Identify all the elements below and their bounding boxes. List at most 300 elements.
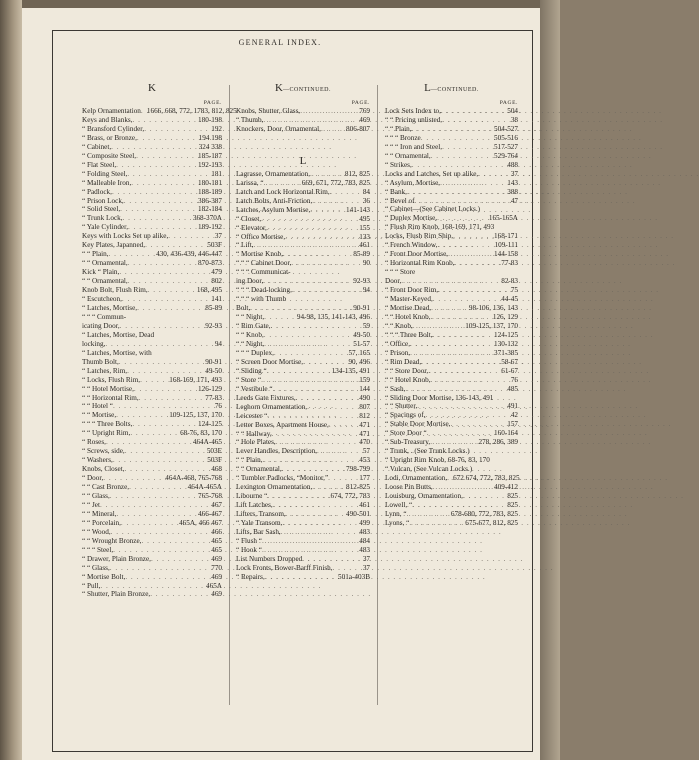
entry-page-numbers: 159 [359,375,370,384]
entry-term: “ Vestibule “ [236,384,273,393]
entry-page-numbers: 188-189 [198,187,222,196]
entry-term: ing Door, [236,277,264,286]
index-entry [82,590,222,599]
index-entry [385,116,518,125]
index-entry [82,564,222,573]
entry-page-numbers: 491 [507,402,518,411]
entry-term: Letter Boxes, Apartment House, [236,420,329,429]
entry-page-numbers: 469 [211,554,222,563]
entry-page-numbers: 37 [362,554,370,563]
entry-page-numbers: 90, 496 [348,357,370,366]
entry-term: Loose Pin Butts, [385,483,433,492]
index-entry [236,250,370,259]
leader-dots [412,125,492,134]
leader-dots [120,322,204,331]
entry-page-numbers: 109-125, 137, 170 [465,321,518,330]
leader-dots [132,420,196,429]
index-entry [236,573,370,582]
entry-term: Knobs, Shutter, Glass, [236,107,301,115]
index-entry [385,161,518,170]
leader-dots [264,179,300,188]
entry-term: “ Upright Rim Knob, 68-76, 83, 170 [385,456,490,465]
index-entry [236,421,370,430]
leader-dots [261,376,357,385]
entry-term: “ Master-Keyed, [385,295,433,304]
leader-dots [129,483,186,492]
index-entry [385,411,518,420]
leader-dots [274,349,347,358]
leader-dots [291,259,360,268]
index-entry [82,277,222,286]
leader-dots [410,340,492,349]
leader-dots [303,358,346,367]
entry-page-numbers: 185-187 [198,151,222,160]
index-entry [236,224,370,233]
entry-term: Keys and Blanks, [82,115,133,124]
leader-dots [141,107,145,116]
leader-dots [264,340,351,349]
leader-dots [144,125,209,134]
index-entry [82,367,222,376]
entry-page-numbers: 68-76, 83, 170 [180,429,222,438]
index-entry [385,358,518,367]
entry-term: “ Shutter, Plain Bronze, [82,590,151,599]
index-entry [236,286,370,295]
index-entry [385,367,518,376]
entry-term: “ “ “ Steel, [82,545,114,554]
entry-page-numbers: 124-125 [198,420,222,429]
entry-term: “ Mortise Knob, [236,250,283,259]
index-entry [236,349,370,358]
entry-term: “ Pull, [82,581,101,590]
index-entry [236,206,370,215]
index-entry [82,250,222,259]
index-entry [385,394,518,403]
entry-page-numbers: 483 [359,545,370,554]
page-column-label: PAGE. [499,100,518,106]
index-entry [236,394,370,403]
leader-dots [271,322,361,331]
entry-page-numbers: 92-93 [353,277,370,286]
leader-dots [421,134,492,143]
entry-term: “ Hook “ [236,545,262,554]
leader-dots [106,438,191,447]
index-entry [82,411,222,420]
entry-page-numbers: 38 [510,115,518,124]
leader-dots [264,313,295,322]
index-entry [385,179,518,188]
entry-term: “ “ Shutter, [385,402,418,411]
entry-page-numbers: 798-799 [346,465,370,474]
entry-term: “ “ “ Duplex, [236,348,274,357]
entry-term: “ Folding Steel, [82,169,128,178]
index-entry [82,179,222,188]
index-entry [385,232,518,241]
entry-term: Locks and Latches, Set up alike, [385,169,479,178]
index-entry [236,241,370,250]
entry-page-numbers: 469 [359,115,370,124]
entry-term: “ “ Knob, [385,321,413,330]
entry-term: “ Cabinet—(See Cabinet Locks.) [385,205,481,214]
leader-dots [131,179,196,188]
entry-term: “ Spacings of, [385,411,426,420]
leader-dots [276,438,357,447]
entry-term: “ “ “ Cabinet Door, [236,259,292,268]
leader-dots [117,510,197,519]
leader-dots [105,340,212,349]
index-entry [236,268,370,277]
entry-term: Libourne “ [236,492,268,501]
leader-dots [113,546,209,555]
entry-term: “ Strikes, [385,160,412,169]
index-entry [82,376,222,385]
index-entry [82,394,222,403]
entry-page-numbers: 501a-403B [338,572,370,581]
leader-dots [328,474,357,483]
entry-term: “ Yale Transom, [236,519,283,528]
entry-term: “ “ “ Three Bolt, [385,330,433,339]
entry-page-numbers: 109-125, 137, 170 [169,411,222,420]
index-entry [385,152,518,161]
leader-dots [267,492,328,501]
entry-term: Latch and Lock Horizontal Rim, [236,187,330,196]
entry-term: “ Solid Steel, [82,205,121,214]
index-entry [82,205,222,214]
entry-page-numbers: 85-89 [353,250,370,259]
entry-term: “ “ Plain, [385,124,412,133]
entry-term: “ French Window, [385,241,438,250]
index-entry [385,125,518,134]
entry-term: “ Trunk, . (See Trunk Locks.) [385,447,470,456]
index-entry [236,438,370,447]
index-entry [236,313,370,322]
leader-dots [267,412,357,421]
entry-page-numbers: 485 [507,384,518,393]
index-entry [236,430,370,439]
leader-dots [453,232,492,241]
entry-term: “ Cabinet, [82,142,112,151]
entry-term: “ “ Hotel “ [82,402,113,411]
entry-page-numbers: 386-387 [198,196,222,205]
entry-page-numbers: 278, 286, 389 [478,438,518,447]
entry-term: Leeds Gate Fixtures, [236,393,296,402]
index-entry [385,170,518,179]
leader-dots [113,402,213,411]
leader-dots [103,474,163,483]
entry-term: “ Store Door “ [385,429,427,438]
leader-dots [426,411,509,420]
leader-dots [450,420,505,429]
entry-term: “ “ Plain, [82,250,109,259]
index-entry [385,510,518,519]
leader-dots [151,555,209,564]
entry-page-numbers: 471 [359,429,370,438]
entry-page-numbers: 144 [359,384,370,393]
entry-term: “ Latches, Mortise, [82,303,138,312]
leader-dots [113,456,205,465]
entry-term: “ “ Ornamental, [236,465,282,474]
index-entry [236,403,370,412]
entry-term: “ Screws, side, [82,447,125,456]
entry-page-numbers: 192-193 [198,160,222,169]
leader-dots [127,170,209,179]
entry-term: “ Bransford Cylinder, [82,124,145,133]
entry-page-numbers: 126, 129 [492,312,518,321]
entry-page-numbers: 388 [507,187,518,196]
entry-term: Latches, Asylum Mortise, [236,205,311,214]
leader-dots [430,438,476,447]
index-entry [385,223,518,232]
entry-page-numbers: 168-169, 171, 493 [169,375,222,384]
entry-term: “ Roses, [82,438,106,447]
index-entry [82,241,222,250]
leader-dots [282,519,357,528]
leader-dots [119,358,203,367]
entry-page-numbers: 92-93 [205,321,222,330]
entry-term: “ Washers, [82,456,113,465]
index-entry [236,116,370,125]
entry-term: “ Office Mortise, [236,232,286,241]
index-entry [236,322,370,331]
entry-page-numbers: 94 [214,339,222,348]
index-entry [82,555,222,564]
entry-page-numbers: 465 [211,545,222,554]
leader-dots [250,304,351,313]
entry-term: “ Latches, Mortise, Dead [82,330,155,339]
index-entry [82,510,222,519]
leader-dots [263,456,358,465]
index-entry [385,304,518,313]
leader-dots [265,573,336,582]
entry-term: “ Sliding Door Mortise, 136-143, 491 [385,393,494,402]
entry-term: “ Elevator, [236,223,267,232]
entry-term: “ “ Mortise, [82,411,117,420]
entry-term: Kick “ Plain, [82,268,120,277]
leader-dots [140,376,167,385]
entry-page-numbers: 484 [359,536,370,545]
leader-dots [407,510,449,519]
entry-page-numbers: 182-184 [198,205,222,214]
entry-term: “ Flat Steel, [82,160,117,169]
entry-term: “ Office, [385,339,411,348]
leader-dots [136,152,196,161]
index-entry [385,322,518,331]
entry-page-numbers: 1666, 668, 772, 1783, 812, 825 [146,107,237,115]
entry-page-numbers: 503F [207,456,222,465]
index-entry [385,376,518,385]
index-entry [385,438,518,447]
entry-page-numbers: 76 [214,402,222,411]
entry-page-numbers: 517-527 [494,142,518,151]
section-heading: L—CONTINUED. [424,82,479,94]
index-entry [385,143,518,152]
entry-page-numbers: 483 [359,527,370,536]
index-entry [236,501,370,510]
index-entry [236,492,370,501]
index-entry [385,197,518,206]
index-entry [236,465,370,474]
entry-page-numbers: 189-192 [198,223,222,232]
entry-term: “ “ Ornamental, [82,277,128,286]
index-entry [236,510,370,519]
index-entry [82,501,222,510]
leader-dots [413,322,464,331]
entry-term: Latch Bolts, Anti-Friction, [236,196,313,205]
index-entry [82,214,222,223]
entry-page-numbers: 468 [211,465,222,474]
index-entry [236,564,370,573]
entry-page-numbers: 470 [359,438,370,447]
entry-page-numbers: 464A-465A [187,483,222,492]
entry-term: “ Duplex Mortise, [385,214,438,223]
leader-dots [302,555,361,564]
entry-page-numbers: 409-412 [494,483,518,492]
leader-dots [412,161,505,170]
entry-page-numbers: 324 338 [198,142,222,151]
entry-term: “ Hole Plates, [236,438,276,447]
entry-page-numbers: 769 [359,107,370,115]
entry-term: “ Mortise Dead, [385,303,432,312]
leader-dots [431,304,467,313]
entry-page-numbers: 194 198 [198,133,222,142]
leader-dots [431,376,509,385]
entry-page-numbers: 870-873 [198,259,222,268]
page-gutter [0,0,22,760]
entry-term: Louisburg, Ornamentation, [385,491,463,500]
leader-dots [134,385,196,394]
index-column-l-continued [385,82,518,528]
entry-term: Lynn, “ [385,509,407,518]
entry-term: “ Front Door Rim, [385,286,439,295]
index-entry [236,385,370,394]
leader-dots [317,447,361,456]
entry-page-numbers: 802 [211,277,222,286]
leader-dots [150,590,209,599]
entry-term: “ Horizontal Rim Knob, [385,259,455,268]
index-entry [236,107,370,116]
index-entry [385,277,518,286]
index-entry [236,259,370,268]
leader-dots [437,214,487,223]
entry-page-numbers: 57 [362,447,370,456]
leader-dots [137,134,197,143]
leader-dots [307,403,357,412]
entry-page-numbers: 464A-468, 765-768 [165,474,222,483]
entry-term: locking, [82,339,106,348]
entry-page-numbers: 57, 165 [348,348,370,357]
leader-dots [148,286,195,295]
entry-page-numbers: 490-501 [346,510,370,519]
leader-dots [128,277,210,286]
leader-dots [281,528,358,537]
entry-page-numbers: 672 674, 772, 783, 825 [453,474,520,483]
entry-page-numbers: 37 [510,169,518,178]
entry-page-numbers: 98-106, 136, 143 [468,303,518,312]
leader-dots [139,394,204,403]
leader-dots [119,268,209,277]
entry-term: Lock Sets Index to, [385,107,441,115]
entry-page-numbers: 144-158 [494,250,518,259]
index-entry [236,528,370,537]
entry-page-numbers: 94 [362,286,370,295]
leader-dots [440,179,505,188]
leader-dots [433,331,492,340]
entry-page-numbers: 84 [362,187,370,196]
index-entry [385,286,518,295]
entry-page-numbers: 669, 671, 772, 783, 825 [301,178,370,187]
entry-page-numbers: 465A [206,581,222,590]
leader-dots [124,197,196,206]
entry-page-numbers: 49-50 [205,366,222,375]
leader-dots [263,277,351,286]
leader-dots [330,188,361,197]
entry-term: Kelp Ornamentation [82,107,141,115]
index-entry [236,412,370,421]
entry-page-numbers: 812-825 [346,483,370,492]
entry-term: “ Escutcheon, [82,295,122,304]
leader-dots [127,367,203,376]
entry-term: Knob Bolt, Flush Rim, [82,286,148,295]
entry-term: Leicester “ [236,411,268,420]
index-column-k-l [236,82,370,582]
entry-term: “ Rim Gate, [236,322,271,331]
entry-page-numbers: 674, 772, 783 [330,492,370,501]
page-title: GENERAL INDEX. [238,38,322,47]
entry-term: “ “ Hotel Knob, [385,312,431,321]
entry-page-numbers: 90-91 [205,357,222,366]
entry-term: Locks, Flush Rim Ship, [385,232,454,241]
entry-term: “ “ Night, [236,313,265,322]
index-entry [236,555,370,564]
index-entry [236,546,370,555]
entry-term: “ “ Store Door, [385,366,429,375]
entry-term: “ Bank, [385,187,407,196]
index-entry [82,528,222,537]
entry-page-numbers: 143 [507,178,518,187]
leader-dots [312,197,361,206]
entry-term: “ Bevel of [385,196,415,205]
entry-page-numbers: 75 [510,286,518,295]
entry-term: “ Stable Door Mortise, [385,420,451,429]
entry-term: Lodi, Ornamentation, [385,474,448,483]
entry-term: “ “ “ Iron and Steel, [385,142,443,151]
entry-term: “ Drawer, Plain Bronze, [82,554,151,563]
entry-page-numbers: 825 [507,500,518,509]
entry-term: “ “ Knob, [236,331,264,340]
leader-dots [442,116,509,125]
entry-page-numbers: 76 [510,375,518,384]
index-entry [385,385,518,394]
entry-term: “ Flush Rim Knob, 168-169, 171, 493 [385,223,495,232]
leader-dots [286,510,344,519]
entry-term: “ Brass, or Bronze, [82,133,137,142]
entry-page-numbers: 165-165A [488,214,518,223]
leader-dots [120,205,196,214]
index-entry [236,295,370,304]
entry-page-numbers: 765-768 [198,491,222,500]
leader-dots [116,411,167,420]
index-entry [82,116,222,125]
entry-page-numbers: 192 [211,124,222,133]
entry-page-numbers: 130-132 [494,339,518,348]
entry-term: “ Asylum, Mortise, [385,178,441,187]
entry-page-numbers: 453 [359,456,370,465]
index-entry [82,322,222,331]
entry-term: Lifters, Transom, [236,510,286,519]
entry-term: “ Rim Dead, [385,357,422,366]
index-entry [236,215,370,224]
entry-page-numbers: 77-83 [205,393,222,402]
